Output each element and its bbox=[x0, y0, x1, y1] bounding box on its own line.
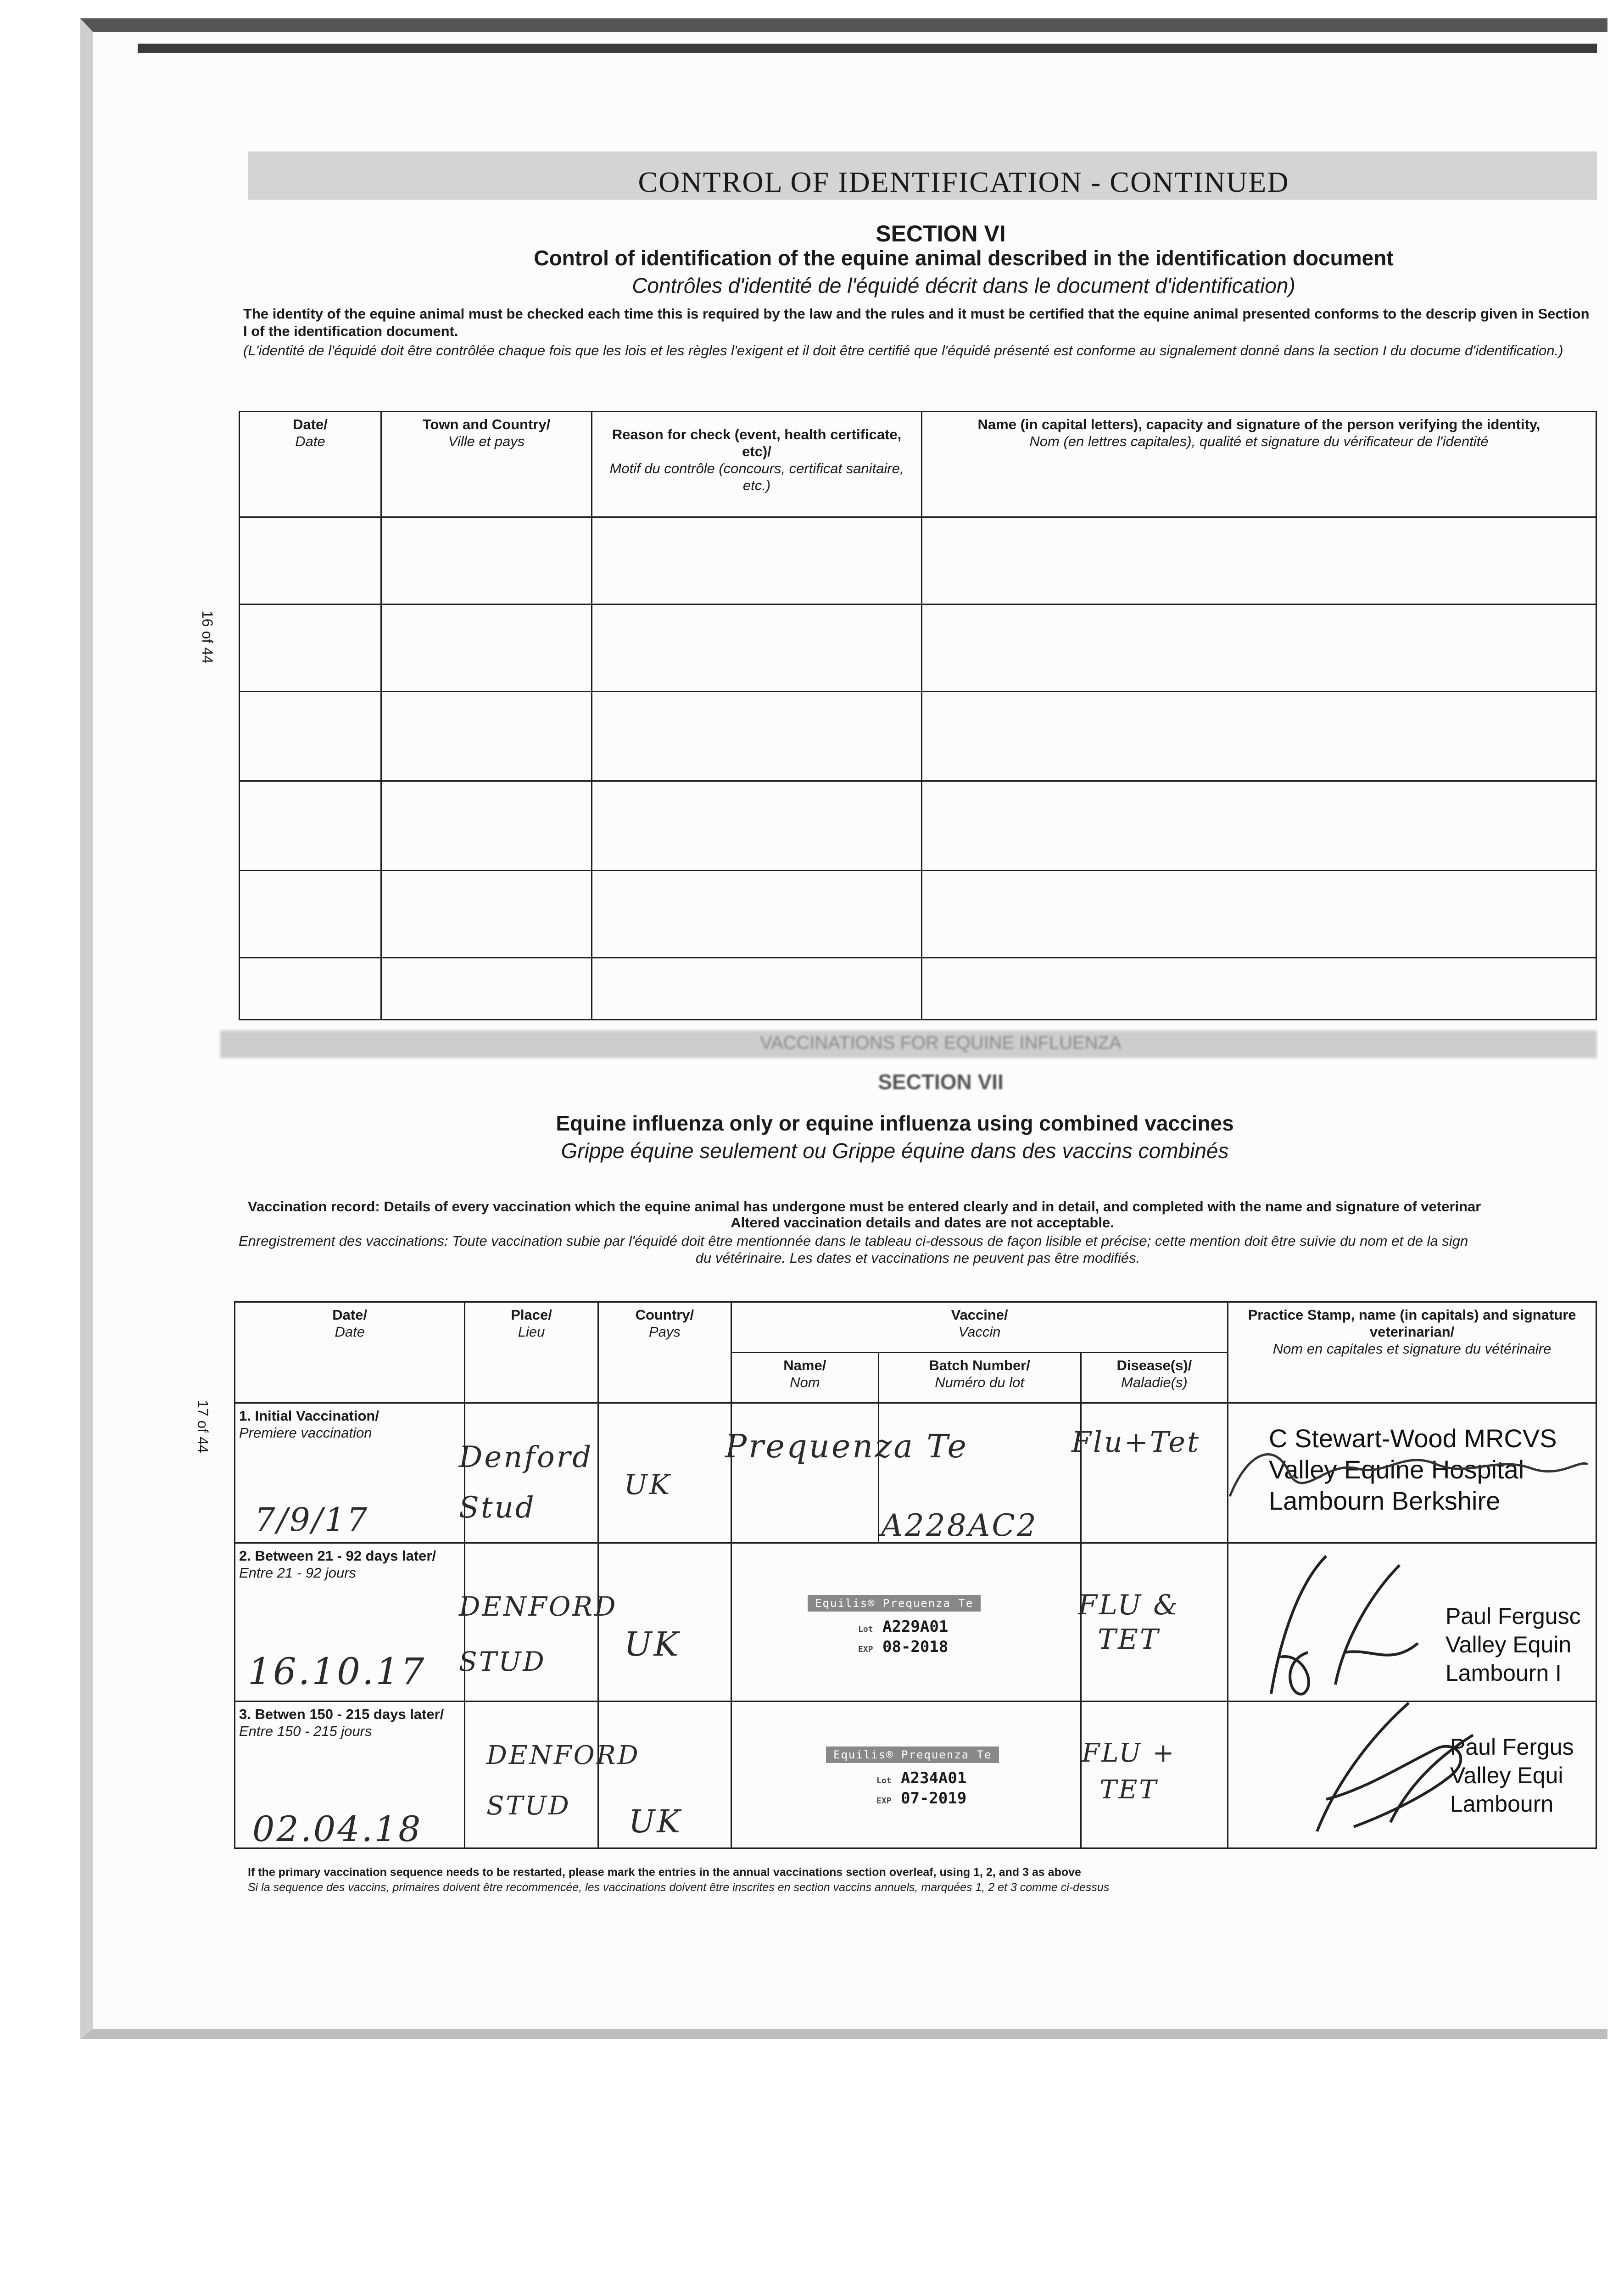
table-cell[interactable] bbox=[381, 781, 592, 871]
section-vi-instruction-en: The identity of the equine animal must be checked each time this is required by the law and the rules and it must be certified that the equine animal presented conforms to the descrip given in Section I of the identification document. bbox=[243, 306, 1590, 339]
table-cell[interactable] bbox=[731, 1403, 879, 1543]
table-row bbox=[240, 958, 1596, 1020]
handwritten-country-3: UK bbox=[629, 1804, 682, 1840]
row-label: 1. Initial Vaccination/ Premiere vaccination bbox=[235, 1403, 465, 1543]
vaccination-record-en-2: Altered vaccination details and dates are not acceptable. bbox=[731, 1215, 1114, 1231]
blurred-heading: VACCINATIONS FOR EQUINE INFLUENZA bbox=[760, 1033, 1122, 1053]
handwritten-date-3: 02.04.18 bbox=[252, 1808, 423, 1849]
table-header-row bbox=[235, 1302, 1596, 1353]
handwritten-disease-3: FLU + TET bbox=[1082, 1738, 1176, 1805]
table-cell[interactable] bbox=[240, 692, 381, 781]
table-cell[interactable] bbox=[922, 692, 1596, 781]
table-row bbox=[240, 517, 1596, 605]
footnote-fr: Si la sequence des vaccins, primaires doivent être recommencée, les vaccinations doivent être inscrites en section vaccins annuels, marquées 1, 2 et 3 comme ci-dessus bbox=[248, 1881, 1110, 1894]
handwritten-country-1: UK bbox=[624, 1469, 672, 1501]
table-cell[interactable] bbox=[240, 871, 381, 958]
col-vaccine: Vaccine/ Vaccin bbox=[731, 1302, 1228, 1353]
table-cell[interactable] bbox=[381, 871, 592, 958]
stamp-line: Valley Equi bbox=[1450, 1763, 1563, 1788]
table-cell[interactable] bbox=[592, 692, 922, 781]
table-cell[interactable] bbox=[592, 605, 922, 692]
vaccine-brand: Equilis® Prequenza Te bbox=[808, 1595, 981, 1612]
vaccination-record-fr-2: du vétérinaire. Les dates et vaccinations ne peuvent pas être modifiés. bbox=[695, 1250, 1140, 1266]
page-number-17: 17 of 44 bbox=[195, 1400, 211, 1453]
identity-check-table bbox=[239, 411, 1597, 1020]
table-cell[interactable] bbox=[1081, 1403, 1228, 1543]
table-cell[interactable] bbox=[381, 605, 592, 692]
table-cell[interactable] bbox=[381, 958, 592, 1020]
handwritten-country-2: UK bbox=[624, 1625, 681, 1663]
table-cell[interactable] bbox=[598, 1543, 731, 1702]
col-town-country: Town and Country/ Ville et pays bbox=[381, 412, 592, 517]
vaccination-record-en: Vaccination record: Details of every vaccination which the equine animal has undergone must be entered clearly and in detail, and completed with the name and signature of veterinar bbox=[248, 1198, 1481, 1215]
vaccine-exp: 08-2018 bbox=[882, 1638, 949, 1656]
table-cell[interactable] bbox=[592, 958, 922, 1020]
handwritten-disease-1: Flu+Tet bbox=[1072, 1425, 1200, 1459]
col-practice-stamp: Practice Stamp, name (in capitals) and signature veterinarian/ Nom en capitales et signature du vétérinaire bbox=[1228, 1302, 1596, 1403]
table-cell[interactable] bbox=[240, 517, 381, 605]
scan-edge-bar bbox=[138, 44, 1597, 53]
section-vi-title-fr: Contrôles d'identité de l'équidé décrit dans le document d'identification) bbox=[632, 274, 1295, 297]
table-cell[interactable] bbox=[592, 781, 922, 871]
table-cell[interactable] bbox=[381, 692, 592, 781]
table-row bbox=[240, 692, 1596, 781]
table-cell[interactable] bbox=[381, 517, 592, 605]
table-cell[interactable] bbox=[240, 958, 381, 1020]
table-row bbox=[240, 781, 1596, 871]
col-date: Date/ Date bbox=[240, 412, 381, 517]
table-cell[interactable] bbox=[592, 871, 922, 958]
table-row bbox=[240, 871, 1596, 958]
table-cell[interactable] bbox=[240, 605, 381, 692]
handwritten-date-1: 7/9/17 bbox=[255, 1501, 369, 1539]
stamp-line: Paul Fergusc bbox=[1445, 1603, 1581, 1629]
table-cell[interactable] bbox=[922, 605, 1596, 692]
signature-1 bbox=[1221, 1432, 1597, 1515]
section-vi-instruction-fr: (L'identité de l'équidé doit être contrôlée chaque fois que les lois et les règles l'exigent et il doit être certifié que l'équidé présenté est conforme au signalement donné dans la section I du docume d'identification.) bbox=[243, 342, 1563, 358]
table-cell[interactable] bbox=[922, 871, 1596, 958]
handwritten-date-2: 16.10.17 bbox=[248, 1650, 426, 1693]
section-vi-label: SECTION VI bbox=[876, 221, 1006, 246]
signature-2 bbox=[1253, 1547, 1445, 1703]
col-batch-number: Batch Number/ Numéro du lot bbox=[878, 1353, 1081, 1403]
handwritten-place-2: DENFORD STUD bbox=[459, 1591, 618, 1677]
stamp-line: Valley Equin bbox=[1445, 1632, 1572, 1657]
col-country: Country/ Pays bbox=[598, 1302, 731, 1403]
section-vii-title-en: Equine influenza only or equine influenza using combined vaccines bbox=[556, 1111, 1234, 1135]
stamp-line: Lambourn Berkshire bbox=[1269, 1486, 1501, 1515]
vaccine-label-2: Equilis® Prequenza Te Lot A229A01 EXP 08-2018 bbox=[808, 1595, 981, 1658]
table-cell[interactable] bbox=[922, 517, 1596, 605]
handwritten-disease-2: FLU & TET bbox=[1078, 1589, 1180, 1656]
handwritten-batch-1: A228AC2 bbox=[881, 1508, 1038, 1543]
table-cell[interactable] bbox=[240, 781, 381, 871]
stamp-line: Paul Fergus bbox=[1450, 1734, 1574, 1760]
vaccine-brand: Equilis® Prequenza Te bbox=[826, 1746, 999, 1763]
col-reason: Reason for check (event, health certificate, etc)/ Motif du contrôle (concours, certificat sanitaire, etc.) bbox=[592, 412, 922, 517]
footnote-en: If the primary vaccination sequence needs to be restarted, please mark the entries in the annual vaccinations section overleaf, using 1, 2, and 3 as above bbox=[248, 1866, 1081, 1879]
table-cell[interactable] bbox=[592, 517, 922, 605]
vaccine-exp: 07-2019 bbox=[901, 1789, 967, 1808]
table-cell[interactable] bbox=[922, 781, 1596, 871]
vaccination-record-fr: Enregistrement des vaccinations: Toute vaccination subie par l'équidé doit être mentionnée dans le tableau ci-dessous de façon lisible et précise; cette mention doit être suivie du nom et de la sign bbox=[239, 1233, 1468, 1249]
col-disease: Disease(s)/ Maladie(s) bbox=[1081, 1353, 1228, 1403]
col-date: Date/ Date bbox=[235, 1302, 465, 1403]
vet-stamp-2 bbox=[1445, 1602, 1581, 1687]
col-place: Place/ Lieu bbox=[465, 1302, 598, 1403]
section-vii-title-fr: Grippe équine seulement ou Grippe équine dans des vaccins combinés bbox=[561, 1139, 1229, 1163]
row-label: 3. Betwen 150 - 215 days later/ Entre 150 - 215 jours bbox=[235, 1702, 465, 1848]
section-vii-label: SECTION VII bbox=[878, 1070, 1004, 1094]
table-cell[interactable] bbox=[922, 958, 1596, 1020]
handwritten-place-3: DENFORD STUD bbox=[486, 1741, 640, 1821]
handwritten-place-1: Denford Stud bbox=[459, 1440, 593, 1525]
stamp-line: C Stewart-Wood MRCVS bbox=[1269, 1424, 1557, 1453]
page-title: CONTROL OF IDENTIFICATION - CONTINUED bbox=[638, 166, 1289, 198]
col-verifier: Name (in capital letters), capacity and signature of the person verifying the identity, Nom (en lettres capitales), qualité et signature du vérificateur de l'identité bbox=[922, 412, 1596, 517]
page-number-16: 16 of 44 bbox=[199, 610, 216, 664]
row-label: 2. Between 21 - 92 days later/ Entre 21 - 92 jours bbox=[235, 1543, 465, 1702]
vaccine-lot: A234A01 bbox=[901, 1769, 967, 1787]
stamp-line: Valley Equine Hospital bbox=[1269, 1455, 1524, 1484]
table-header-row bbox=[240, 412, 1596, 517]
col-vaccine-name: Name/ Nom bbox=[731, 1353, 879, 1403]
section-vi-title-en: Control of identification of the equine animal described in the identification document bbox=[534, 246, 1394, 270]
vaccine-lot: A229A01 bbox=[882, 1618, 949, 1636]
stamp-line: Lambourn bbox=[1450, 1791, 1554, 1817]
signature-3 bbox=[1299, 1694, 1491, 1841]
table-row bbox=[240, 605, 1596, 692]
handwritten-vaccine-name-1: Prequenza Te bbox=[725, 1427, 968, 1465]
stamp-line: Lambourn I bbox=[1445, 1660, 1562, 1686]
vaccine-label-3: Equilis® Prequenza Te Lot A234A01 EXP 07-2019 bbox=[826, 1746, 999, 1810]
